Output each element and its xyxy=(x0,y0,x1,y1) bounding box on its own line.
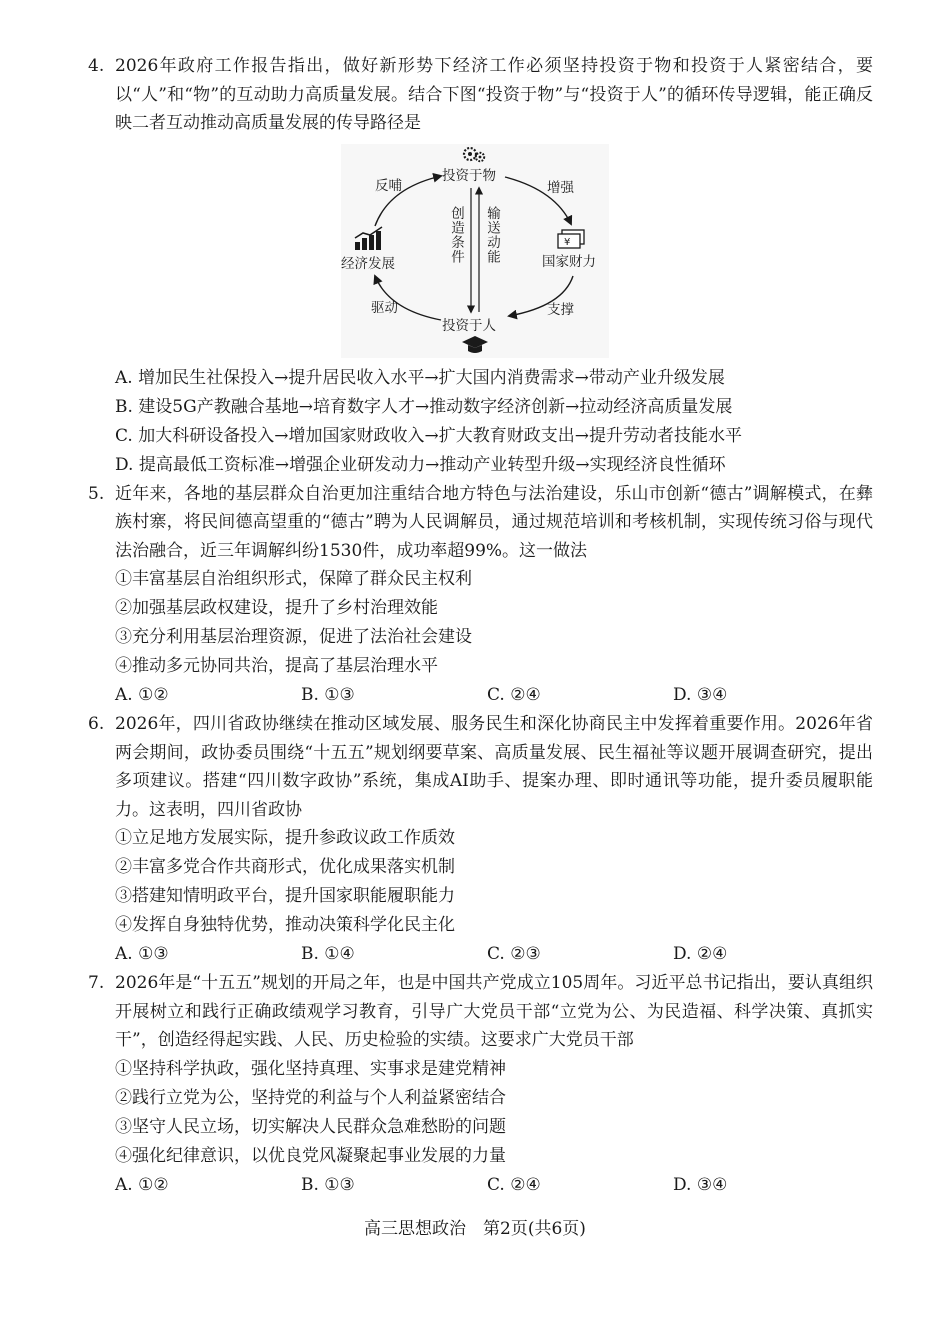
choice-b: B. ①③ xyxy=(301,685,355,705)
statement-1: ①坚持科学执政，强化坚持真理、实事求是建党精神 xyxy=(115,1058,506,1079)
node-label-top: 投资于物 xyxy=(442,167,496,184)
bar-chart-icon xyxy=(353,226,385,252)
question-stem: 2026年，四川省政协继续在推动区域发展、服务民生和深化协商民主中发挥着重要作用。2026年省两会期间，政协委员围绕“十五五”规划纲要草案、高质量发展、民生福祉等议题开展调查研究，提出多项建议。搭建“四川数字政协”系统，集成AI助手、提案办理、即时通讯等功能，提升委员履职能力。这表明，四川省政协 xyxy=(115,714,873,820)
choice-d: D. ②④ xyxy=(673,944,728,964)
answer-choices xyxy=(88,940,873,969)
page-footer: 高三思想政治 第2页(共6页) xyxy=(364,1219,586,1239)
question-7 xyxy=(88,969,873,1200)
graduation-cap-icon xyxy=(461,334,489,354)
center-label-right: 输送动能 xyxy=(484,205,500,264)
option-a: A. 增加民生社保投入→提升居民收入水平→扩大国内消费需求→带动产业升级发展 xyxy=(115,367,725,388)
statement-3: ③搭建知情明政平台，提升国家职能履职能力 xyxy=(115,886,455,906)
statement-4: ④强化纪律意识，以优良党风凝聚起事业发展的力量 xyxy=(115,1145,506,1166)
statement-4: ④推动多元协同共治，提高了基层治理水平 xyxy=(115,656,438,676)
center-label-left: 创造条件 xyxy=(448,205,464,264)
arc-label-bottom-right: 支撑 xyxy=(547,301,574,318)
gears-icon xyxy=(461,144,487,164)
choice-d: D. ③④ xyxy=(673,685,728,705)
choice-c: C. ②④ xyxy=(487,1174,541,1195)
node-label-left: 经济发展 xyxy=(341,255,395,272)
statement-2: ②践行立党为公，坚持党的利益与个人利益紧密结合 xyxy=(115,1087,506,1108)
arc-label-bottom-left: 驱动 xyxy=(371,299,398,316)
statement-2: ②加强基层政权建设，提升了乡村治理效能 xyxy=(115,598,438,618)
question-5 xyxy=(88,480,873,711)
node-label-bottom: 投资于人 xyxy=(442,317,496,334)
choice-a: A. ①③ xyxy=(115,944,169,964)
choice-c: C. ②③ xyxy=(487,944,541,964)
statement-2: ②丰富多党合作共商形式，优化成果落实机制 xyxy=(115,857,455,877)
node-label-right: 国家财力 xyxy=(542,253,596,270)
money-icon xyxy=(556,228,588,250)
arc-label-top-left: 反哺 xyxy=(375,177,402,194)
statement-4: ④发挥自身独特优势，推动决策科学化民主化 xyxy=(115,915,455,935)
option-d: D. 提高最低工资标准→增强企业研发动力→推动产业转型升级→实现经济良性循环 xyxy=(115,454,726,475)
question-4 xyxy=(88,52,873,480)
statement-1: ①丰富基层自治组织形式，保障了群众民主权利 xyxy=(115,569,472,589)
question-number: 7. xyxy=(88,973,105,993)
cycle-diagram xyxy=(341,144,609,358)
question-number: 6. xyxy=(88,714,105,734)
answer-choices xyxy=(88,681,873,710)
statement-3: ③充分利用基层治理资源，促进了法治社会建设 xyxy=(115,627,472,647)
option-b: B. 建设5G产教融合基地→培育数字人才→推动数字经济创新→拉动经济高质量发展 xyxy=(115,396,733,417)
choice-b: B. ①④ xyxy=(301,944,355,964)
question-6 xyxy=(88,710,873,969)
option-c: C. 加大科研设备投入→增加国家财政收入→扩大教育财政支出→提升劳动者技能水平 xyxy=(115,425,742,446)
choice-a: A. ①② xyxy=(115,685,169,705)
question-stem: 2026年是“十五五”规划的开局之年，也是中国共产党成立105周年。习近平总书记指出，要认真组织开展树立和践行正确政绩观学习教育，引导广大党员干部“立党为公、为民造福、科学决策、真抓实干”，创造经得起实践、人民、历史检验的实绩。这要求广大党员干部 xyxy=(115,973,873,1050)
choice-d: D. ③④ xyxy=(673,1174,728,1195)
question-number: 4. xyxy=(88,56,105,76)
choice-a: A. ①② xyxy=(115,1174,169,1195)
choice-b: B. ①③ xyxy=(301,1174,355,1195)
question-stem: 2026年政府工作报告指出，做好新形势下经济工作必须坚持投资于物和投资于人紧密结合，要以“人”和“物”的互动助力高质量发展。结合下图“投资于物”与“投资于人”的循环传导逻辑，能正确反映二者互动推动高质量发展的传导路径是 xyxy=(115,56,873,133)
exam-page xyxy=(88,52,873,1200)
statement-1: ①立足地方发展实际，提升参政议政工作质效 xyxy=(115,828,455,848)
svg-text:¥: ¥ xyxy=(564,236,571,248)
question-stem: 近年来，各地的基层群众自治更加注重结合地方特色与法治建设，乐山市创新“德古”调解模式，在彝族村寨，将民间德高望重的“德古”聘为人民调解员，通过规范培训和考核机制，实现传统习俗与现代法治融合，近三年调解纠纷1530件，成功率超99%。这一做法 xyxy=(115,483,873,561)
answer-choices xyxy=(88,1171,873,1200)
choice-c: C. ②④ xyxy=(487,685,541,705)
question-number: 5. xyxy=(88,483,105,504)
arc-label-top-right: 增强 xyxy=(547,179,574,196)
statement-3: ③坚守人民立场，切实解决人民群众急难愁盼的问题 xyxy=(115,1116,506,1137)
